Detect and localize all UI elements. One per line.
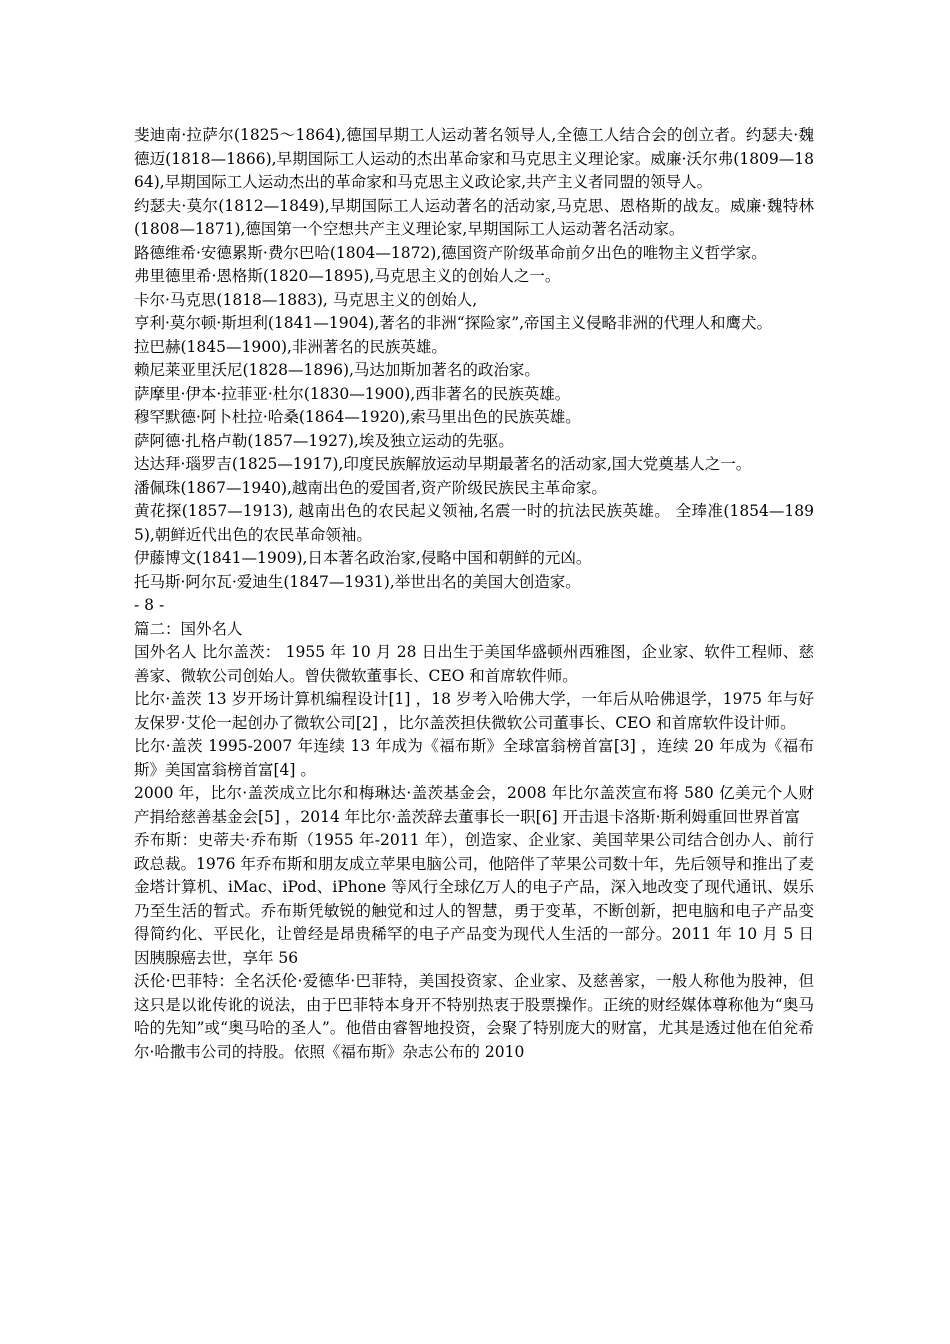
page-number: - 8 - — [134, 596, 165, 614]
paragraph: 潘佩珠(1867—1940),越南出色的爱国者,资产阶级民族民主革命家。 — [134, 478, 607, 497]
section-title: 篇二：国外名人 — [134, 619, 243, 638]
paragraph: 穆罕默德·阿卜杜拉·哈桑(1864—1920),索马里出色的民族英雄。 — [134, 408, 581, 426]
paragraph: 拉巴赫(1845—1900),非洲著名的民族英雄。 — [134, 337, 447, 356]
paragraph: 卡尔·马克思(1818—1883), 马克思主义的创始人, — [134, 290, 478, 309]
document-page — [134, 124, 814, 1064]
paragraph: 达达拜·瑙罗吉(1825—1917),印度民族解放运动早期最著名的活动家,国大党奠基人之一。 — [134, 455, 752, 473]
paragraph: 约瑟夫·莫尔(1812—1849),早期国际工人运动著名的活动家,马克思、恩格斯的战友。威廉·魏特林(1808—1871),德国第一个空想共产主义理论家,早期国际工人运动著名活动家。 — [134, 196, 814, 238]
paragraph: 托马斯·阿尔瓦·爱迪生(1847—1931),举世出名的美国大创造家。 — [134, 572, 581, 591]
paragraph: 黄花探(1857—1913), 越南出色的农民起义领袖,名震一时的抗法民族英雄。 全琫准(1854—1895),朝鲜近代出色的农民革命领袖。 — [134, 502, 814, 544]
paragraph: 赖尼莱亚里沃尼(1828—1896),马达加斯加著名的政治家。 — [134, 361, 540, 379]
paragraph: 亨利·莫尔顿·斯坦利(1841—1904),著名的非洲“探险家”,帝国主义侵略非洲的代理人和鹰犬。 — [134, 314, 773, 332]
paragraph: 萨摩里·伊本·拉菲亚·杜尔(1830—1900),西非著名的民族英雄。 — [134, 384, 571, 403]
paragraph: 萨阿德·扎格卢勒(1857—1927),埃及独立运动的先驱。 — [134, 431, 514, 450]
paragraph: 弗里德里希·恩格斯(1820—1895),马克思主义的创始人之一。 — [134, 267, 561, 285]
paragraph: 国外名人 比尔盖茨： 1955 年 10 月 28 日出生于美国华盛顿州西雅图，企业家、软件工程师、慈善家、微软公司创始人。曾伕微软董事长、CEO 和首席软件师。 — [134, 643, 814, 685]
paragraph: 比尔·盖茨 13 岁开场计算机编程设计[1] ，18 岁考入哈佛大学，一年后从哈佛退学，1975 年与好友保罗·艾伦一起创办了微软公司[2] ，比尔盖茨担伕微软公司董事长、CEO 和首席软件设计师。 — [134, 690, 814, 732]
paragraph: 沃伦·巴菲特：全名沃伦·爱德华·巴菲特，美国投资家、企业家、及慈善家，一般人称他为股神，但这只是以讹传讹的说法，由于巴菲特本身开不特别热衷于股票操作。正统的财经媒体尊称他为“奥马哈的先知”或“奥马哈的圣人”。他借由睿智地投资，会聚了特别庞大的财富，尤其是透过他在伯兊希尔·哈撒韦公司的持股。依照《福布斯》杂志公布的 2010 — [134, 972, 814, 1061]
paragraph: 伊藤博文(1841—1909),日本著名政治家,侵略中国和朝鲜的元凶。 — [134, 549, 592, 567]
paragraph: 斐迪南·拉萨尔(1825～1864),德国早期工人运动著名领导人,全德工人结合会的创立者。约瑟夫·魏德迈(1818—1866),早期国际工人运动的杰出革命家和马克思主义理论家。威廉·沃尔弗(1809—1864),早期国际工人运动杰出的革命家和马克思主义政论家,共产主义者同盟的领导人。 — [134, 126, 814, 191]
paragraph: 2000 年，比尔·盖茨成立比尔和梅琳达·盖茨基金会，2008 年比尔盖茨宣布将 580 亿美元个人财产捐给慈善基金会[5] ，2014 年比尔·盖茨辞去董事长一职[6] 开击退卡洛斯·斯利姆重回世界首富 — [134, 784, 814, 826]
paragraph: 乔布斯：史蒂夫·乔布斯（1955 年-2011 年），创造家、企业家、美国苹果公司结合创办人、前行政总裁。1976 年乔布斯和朋友成立苹果电脑公司，他陪伴了苹果公司数十年，先后领导和推出了麦金塔计算机、iMac、iPod、iPhone 等风行全球亿万人的电子产品，深入地改变了现代通讯、娱乐乃至生活的暂式。乔布斯凭敏锐的触觉和过人的智慧，勇于变革，不断创新，把电脑和电子产品变得简约化、平民化，让曾经是昂贵稀罕的电子产品变为现代人生活的一部分。2011 年 10 月 5 日因胰腺癌去世，享年 56 — [134, 831, 814, 967]
paragraph: 比尔·盖茨 1995-2007 年连续 13 年成为《福布斯》全球富翁榜首富[3] ，连续 20 年成为《福布斯》美国富翁榜首富[4] 。 — [134, 737, 814, 779]
paragraph: 路德维希·安德累斯·费尔巴哈(1804—1872),德国资产阶级革命前夕出色的唯物主义哲学家。 — [134, 243, 767, 262]
